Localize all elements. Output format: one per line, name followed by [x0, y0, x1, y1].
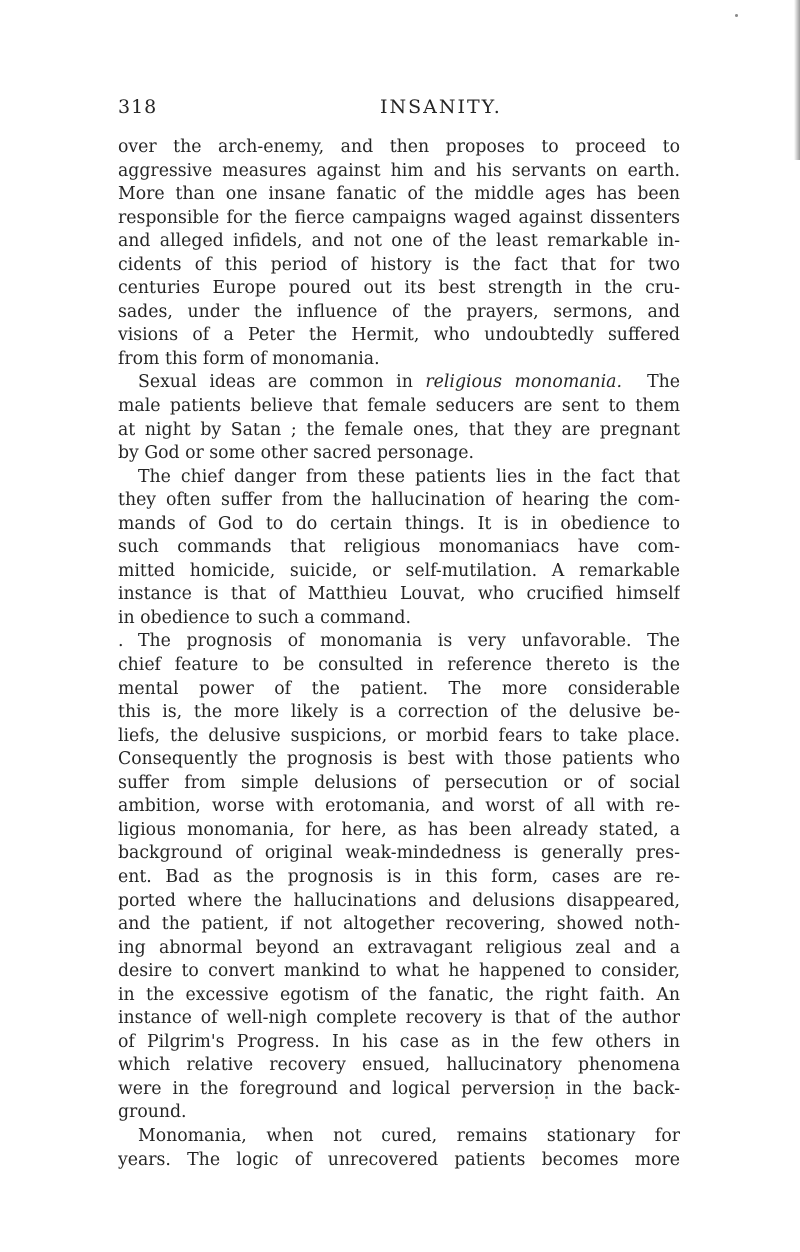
- text-run: mands of God to do certain things. It is in obedience to: [118, 513, 680, 534]
- text-line: [118, 583, 680, 607]
- text-line: [118, 701, 680, 725]
- text-line: [118, 324, 680, 348]
- text-line: [118, 1149, 680, 1173]
- text-line: [118, 1031, 680, 1055]
- text-run: mitted homicide, suicide, or self-mutilation. A remarkable: [118, 560, 680, 581]
- text-line: [118, 395, 680, 419]
- text-line: [118, 160, 680, 184]
- text-run: suffer from simple delusions of persecution or of social: [118, 772, 680, 793]
- text-run: mental power of the patient. The more considerable: [118, 678, 680, 699]
- running-title: INSANITY.: [380, 96, 502, 118]
- scan-speck: [735, 14, 738, 17]
- text-line: [118, 725, 680, 749]
- text-run: from this form of monomania.: [118, 348, 380, 369]
- text-run: this is, the more likely is a correction of the delusive be-: [118, 702, 680, 723]
- text-run: ligious monomania, for here, as has been already stated, a: [118, 819, 680, 840]
- body-text: [118, 136, 680, 1172]
- text-line: [118, 866, 680, 890]
- text-line: [118, 489, 680, 513]
- text-line: [118, 913, 680, 937]
- text-run: male patients believe that female seducers are sent to them: [118, 396, 680, 417]
- text-run: years. The logic of unrecovered patients becomes more: [118, 1149, 680, 1170]
- text-run: such commands that religious monomaniacs have com-: [118, 537, 680, 558]
- text-line: [118, 466, 680, 490]
- text-run: of Pilgrim's Progress. In his case as in the few others in: [118, 1031, 680, 1052]
- text-line: [118, 960, 680, 984]
- text-line: [118, 348, 680, 372]
- text-line: [118, 842, 680, 866]
- text-line: [118, 1125, 680, 1149]
- text-run: desire to convert mankind to what he happened to consider,: [118, 961, 680, 982]
- text-line: [118, 630, 680, 654]
- page-number: 318: [118, 96, 158, 118]
- text-run: and alleged infidels, and not one of the least remarkable in-: [118, 231, 680, 252]
- text-run: instance of well-nigh complete recovery is that of the author: [118, 1008, 680, 1029]
- text-run: chief feature to be consulted in reference thereto is the: [118, 655, 680, 676]
- text-line: [118, 1054, 680, 1078]
- text-run: visions of a Peter the Hermit, who undoubtedly suffered: [118, 325, 680, 346]
- text-line: [118, 795, 680, 819]
- text-line: [118, 772, 680, 796]
- text-line: [118, 183, 680, 207]
- text-run: The chief danger from these patients lies in the fact that: [138, 466, 680, 487]
- text-line: [118, 937, 680, 961]
- text-run: and the patient, if not altogether recovering, showed noth-: [118, 914, 680, 935]
- text-line: [118, 277, 680, 301]
- text-run: by God or some other sacred personage.: [118, 443, 475, 464]
- text-line: [118, 984, 680, 1008]
- text-run: cidents of this period of history is the fact that for two: [118, 254, 680, 275]
- text-line: [118, 890, 680, 914]
- margin-mark: .: [118, 631, 124, 652]
- text-line: [118, 230, 680, 254]
- text-line: [118, 136, 680, 160]
- text-run: ent. Bad as the prognosis is in this form, cases are re-: [118, 866, 680, 887]
- text-run: which relative recovery ensued, hallucinatory phenomena: [118, 1055, 680, 1076]
- text-run: were in the foreground and logical perversion in the back-: [118, 1078, 680, 1099]
- text-run: in the excessive egotism of the fanatic, the right faith. An: [118, 984, 680, 1005]
- text-line: [118, 207, 680, 231]
- text-line: [118, 1078, 680, 1102]
- running-head: [118, 96, 678, 122]
- text-run: in obedience to such a command.: [118, 607, 411, 628]
- text-run: Consequently the prognosis is best with those patients who: [118, 749, 680, 770]
- text-run: responsible for the fierce campaigns waged against dissenters: [118, 207, 680, 228]
- text-run: at night by Satan ; the female ones, that they are pregnant: [118, 419, 680, 440]
- text-line: [118, 1101, 680, 1125]
- text-run: The prognosis of monomania is very unfavorable. The: [138, 631, 680, 652]
- text-line: [118, 654, 680, 678]
- text-line: [118, 254, 680, 278]
- text-line: [118, 819, 680, 843]
- text-line: [118, 1007, 680, 1031]
- text-line: [118, 560, 680, 584]
- text-line: [118, 513, 680, 537]
- text-run: ported where the hallucinations and delusions disappeared,: [118, 890, 680, 911]
- text-run: ing abnormal beyond an extravagant religious zeal and a: [118, 937, 680, 958]
- text-line: [118, 442, 680, 466]
- text-run: ambition, worse with erotomania, and worst of all with re-: [118, 796, 680, 817]
- text-run: background of original weak-mindedness is generally pres-: [118, 843, 680, 864]
- text-run: Monomania, when not cured, remains stationary for: [138, 1125, 680, 1146]
- text-run: aggressive measures against him and his servants on earth.: [118, 160, 680, 181]
- text-run: over the arch-enemy, and then proposes to proceed to: [118, 137, 680, 157]
- text-run: they often suffer from the hallucination of hearing the com-: [118, 490, 680, 511]
- text-line: [118, 371, 680, 395]
- page-edge-shadow: [794, 0, 800, 160]
- italic-run: religious monomania.: [425, 372, 622, 393]
- text-run: instance is that of Matthieu Louvat, who crucified himself: [118, 584, 680, 605]
- text-line: [118, 607, 680, 631]
- text-line: [118, 678, 680, 702]
- text-run: ground.: [118, 1102, 187, 1123]
- text-line: [118, 419, 680, 443]
- text-run: The: [621, 372, 680, 393]
- text-run: centuries Europe poured out its best strength in the cru-: [118, 278, 680, 299]
- text-line: [118, 748, 680, 772]
- text-line: [118, 301, 680, 325]
- text-run: Sexual ideas are common in: [138, 372, 426, 393]
- text-line: [118, 536, 680, 560]
- text-run: liefs, the delusive suspicions, or morbid fears to take place.: [118, 725, 680, 746]
- text-run: sades, under the influence of the prayers, sermons, and: [118, 301, 680, 322]
- text-run: More than one insane fanatic of the middle ages has been: [118, 184, 680, 205]
